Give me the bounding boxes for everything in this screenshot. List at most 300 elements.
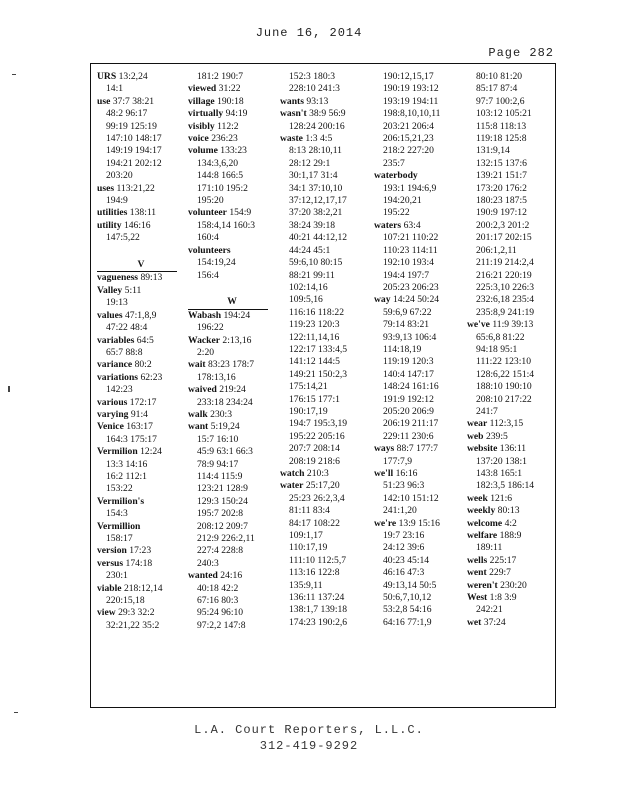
index-refs: 14:1 [106,83,124,95]
index-word: watch [280,468,305,479]
index-continuation [188,322,276,334]
index-refs: 141:12 144:5 [289,356,340,368]
index-refs: 148:24 161:16 [383,381,439,393]
index-refs: 51:23 96:3 [383,480,425,492]
index-continuation [374,133,462,145]
index-continuation [97,145,185,157]
index-continuation [97,121,185,133]
index-refs: 207:7 208:14 [289,443,340,455]
index-continuation [374,394,462,406]
index-continuation [374,158,462,170]
index-continuation [188,257,276,269]
index-refs: 208:10 217:22 [476,393,532,405]
index-refs: 95:24 96:10 [197,607,244,619]
index-refs: 38:24 39:18 [289,219,336,231]
index-entry [467,580,555,592]
index-word: values [97,309,123,321]
index-continuation [467,195,555,207]
index-refs: 78:9 94:17 [197,458,239,470]
index-word: web [467,430,484,442]
index-refs: 225:3,10 226:3 [476,281,535,293]
index-refs: 133:23 [220,145,247,157]
index-refs: 140:4 147:17 [383,368,434,380]
index-continuation [280,220,368,232]
index-refs: 94:19 [225,108,248,120]
section-letter: W [227,296,237,308]
index-refs: 103:12 105:21 [476,108,532,120]
index-refs: 190:18 [217,95,244,107]
index-word: Vermilion's [97,495,145,507]
index-refs: 176:15 177:1 [289,393,340,405]
index-entry [467,567,555,579]
index-refs: 242:21 [476,604,503,616]
index-entry [97,545,185,557]
index-refs: 239:5 [485,430,508,442]
index-entry [280,480,368,492]
index-entry [97,397,185,409]
index-refs: 19:13 [106,297,128,309]
index-continuation [374,121,462,133]
index-refs: 235:8,9 241:19 [476,306,535,318]
index-refs: 190:9 197:12 [476,207,527,219]
index-continuation [467,158,555,170]
index-continuation [467,307,555,319]
index-refs: 233:18 234:24 [197,396,253,408]
index-continuation [374,542,462,554]
index-continuation [280,307,368,319]
index-refs: 24:12 39:6 [383,542,425,554]
index-entry [374,468,462,480]
index-refs: 110:17,19 [289,542,328,554]
index-refs: 48:2 96:17 [106,108,148,120]
index-refs: 80:10 81:20 [476,71,523,82]
index-refs: 111:22 123:10 [476,356,531,368]
index-refs: 164:3 175:17 [106,433,157,445]
index-continuation [280,530,368,542]
index-entry [97,607,185,619]
index-refs: 2:13,16 [222,334,252,346]
index-entry [97,372,185,384]
index-refs: 83:23 178:7 [208,359,255,371]
index-word: vagueness [97,272,139,284]
index-refs: 182:3,5 186:14 [476,480,535,492]
index-refs: 229:11 230:6 [383,430,434,442]
scan-speck [12,74,16,75]
index-continuation [97,434,185,446]
index-word: weekly [467,505,496,517]
index-refs: 228:10 241:3 [289,83,340,95]
index-word: want [188,421,209,433]
index-refs: 14:24 50:24 [392,294,440,306]
index-continuation [188,508,276,520]
index-refs: 47:1,8,9 [125,309,157,321]
index-refs: 154:19,24 [197,257,236,269]
index-refs: 188:9 [499,530,522,542]
index-entry [97,558,185,570]
index-entry [97,583,185,595]
index-refs: 149:19 194:17 [106,145,162,157]
index-refs: 171:10 195:2 [197,182,248,194]
index-continuation [188,595,276,607]
index-refs: 195:22 [383,207,410,219]
index-continuation [188,533,276,545]
index-refs: 5:11 [124,284,142,296]
index-continuation [188,232,276,244]
index-refs: 28:12 29:1 [289,157,331,169]
index-refs: 191:9 192:12 [383,393,434,405]
index-refs: 154:3 [106,508,128,520]
index-refs: 94:18 95:1 [476,343,518,355]
index-word: view [97,607,116,619]
index-word: wait [188,359,206,371]
index-entry [97,359,185,371]
index-word: version [97,545,127,557]
index-entry [188,409,276,421]
index-entry [467,555,555,567]
index-word: waste [280,133,303,145]
index-refs: 154:9 [229,207,252,219]
index-refs: 19:7 23:16 [383,530,425,542]
index-continuation [374,567,462,579]
index-refs: 194:20,21 [383,195,422,207]
index-entry [467,431,555,443]
index-refs: 37:24 [483,616,506,628]
index-refs: 227:4 228:8 [197,545,244,557]
index-continuation [280,443,368,455]
index-refs: 149:21 150:2,3 [289,368,348,380]
index-refs: 109:5,16 [289,294,323,306]
index-continuation [374,592,462,604]
index-entry [188,570,276,582]
index-word: wants [280,95,304,107]
index-word: variance [97,359,133,371]
index-word: use [97,95,111,107]
index-continuation [374,145,462,157]
index-refs: 11:9 39:13 [492,319,534,331]
index-continuation [188,347,276,359]
index-entry [97,71,185,83]
index-continuation [280,418,368,430]
index-entry [97,496,185,508]
index-continuation [467,145,555,157]
index-word: wasn't [280,108,307,120]
index-word: volume [188,145,218,157]
index-refs: 88:21 99:11 [289,269,335,281]
index-continuation [280,555,368,567]
index-continuation [374,319,462,331]
index-continuation [280,505,368,517]
index-continuation [467,542,555,554]
index-continuation [280,592,368,604]
index-continuation [280,617,368,629]
index-refs: 1:8 3:9 [489,592,517,604]
index-continuation [280,183,368,195]
index-word: waters [374,219,402,231]
index-entry [467,418,555,430]
index-continuation [280,369,368,381]
index-refs: 219:24 [219,384,246,396]
index-refs: 122:11,14,16 [289,331,340,343]
index-continuation [374,207,462,219]
index-continuation [97,158,185,170]
index-refs: 62:23 [140,371,163,383]
index-refs: 212:9 226:2,11 [197,533,255,545]
index-continuation [97,133,185,145]
index-continuation [467,282,555,294]
index-continuation [188,471,276,483]
index-continuation [467,183,555,195]
index-refs: 38:9 56:9 [309,108,346,120]
index-refs: 208:19 218:6 [289,455,340,467]
index-continuation [467,406,555,418]
index-refs: 206:19 211:17 [383,418,439,430]
index-refs: 37:7 38:21 [112,95,155,107]
index-continuation [374,580,462,592]
index-refs: 115:8 118:13 [476,120,527,132]
index-continuation [280,245,368,257]
index-column-1 [97,71,185,632]
index-word: viable [97,582,122,594]
index-continuation [280,282,368,294]
index-refs: 194:24 [223,309,251,321]
index-refs: 81:11 83:4 [289,505,330,517]
index-refs: 180:23 187:5 [476,195,527,207]
index-continuation [374,257,462,269]
index-continuation [374,232,462,244]
index-continuation [467,232,555,244]
index-word: weren't [467,579,498,591]
index-continuation [280,580,368,592]
index-continuation [467,170,555,182]
index-refs: 147:5,22 [106,232,140,244]
index-continuation [374,344,462,356]
index-word: wells [467,554,488,566]
index-refs: 93:13 [306,95,329,107]
index-continuation [188,521,276,533]
index-continuation [374,245,462,257]
index-refs: 16:2 112:1 [106,470,147,482]
index-word: varying [97,408,129,420]
index-continuation [188,372,276,384]
index-refs: 163:17 [126,421,153,433]
index-refs: 232:6,18 235:4 [476,294,535,306]
index-word: variables [97,334,135,346]
index-refs: 107:21 110:22 [383,232,439,244]
index-continuation [467,71,555,83]
index-entry [97,207,185,219]
index-continuation [280,567,368,579]
index-refs: 65:7 88:8 [106,346,143,358]
index-refs: 119:23 120:3 [289,319,340,331]
index-entry [97,96,185,108]
index-entry [188,108,276,120]
index-continuation [280,71,368,83]
index-refs: 113:21,22 [116,182,155,194]
index-continuation [467,294,555,306]
index-continuation [374,83,462,95]
index-refs: 128:6,22 151:4 [476,368,535,380]
blank-line [188,282,276,294]
index-continuation [280,121,368,133]
index-refs: 109:1,17 [289,530,323,542]
index-continuation [280,381,368,393]
index-continuation [280,195,368,207]
index-refs: 153:22 [106,483,133,495]
index-refs: 97:7 100:2,6 [476,95,525,107]
index-refs: 114:18,19 [383,343,422,355]
index-refs: 112:3,15 [489,418,524,430]
index-word: Wacker [188,334,220,346]
index-word: walk [188,408,208,420]
index-word: URS [97,71,117,82]
index-continuation [280,158,368,170]
index-continuation [467,332,555,344]
index-continuation [467,96,555,108]
index-refs: 201:17 202:15 [476,232,532,244]
index-word: various [97,396,128,408]
index-continuation [467,456,555,468]
index-continuation [280,207,368,219]
index-entry [188,207,276,219]
index-entry [188,384,276,396]
index-refs: 31:22 [218,83,241,95]
index-continuation [188,170,276,182]
index-continuation [280,332,368,344]
index-word: Vermillion [97,520,141,532]
index-continuation [188,397,276,409]
index-word: Valley [97,284,123,296]
index-entry [374,220,462,232]
index-refs: 173:20 176:2 [476,182,527,194]
index-refs: 144:8 166:5 [197,170,244,182]
index-entry [467,530,555,542]
index-entry [467,592,555,604]
index-refs: 79:14 83:21 [383,319,430,331]
index-continuation [97,170,185,182]
index-refs: 32:21,22 35:2 [106,619,160,631]
index-refs: 30:1,17 31:4 [289,170,338,182]
index-continuation [280,319,368,331]
index-refs: 174:18 [125,557,153,569]
index-entry [374,294,462,306]
index-refs: 99:19 125:19 [106,120,157,132]
index-continuation [280,493,368,505]
index-continuation [374,381,462,393]
scan-speck [14,712,18,713]
index-entry [280,96,368,108]
index-refs: 241:1,20 [383,505,417,517]
index-refs: 137:20 138:1 [476,455,527,467]
section-letter: V [137,259,145,271]
index-entry [97,521,185,533]
index-refs: 12:24 [140,446,162,458]
index-entry [188,83,276,95]
index-continuation [467,220,555,232]
index-refs: 17:23 [129,545,152,557]
index-refs: 15:7 16:10 [197,433,239,445]
index-refs: 193:19 194:11 [383,95,439,107]
index-continuation [97,471,185,483]
index-continuation [374,493,462,505]
index-word: week [467,492,488,504]
index-refs: 230:3 [210,408,232,420]
index-continuation [280,406,368,418]
index-continuation [374,96,462,108]
scan-speck [8,386,10,392]
index-refs: 175:14,21 [289,381,328,393]
index-refs: 8:13 28:10,11 [289,145,342,157]
index-continuation [97,620,185,632]
index-refs: 138:1,7 139:18 [289,604,348,616]
index-word: Vermilion [97,446,138,458]
index-refs: 64:16 77:1,9 [383,616,432,628]
index-continuation [280,257,368,269]
index-refs: 142:10 151:12 [383,492,439,504]
index-continuation [467,381,555,393]
index-entry [188,121,276,133]
index-refs: 240:3 [197,557,219,569]
index-refs: 210:3 [306,468,329,479]
index-continuation [97,483,185,495]
index-continuation [374,617,462,629]
index-continuation [467,207,555,219]
index-entry [188,310,276,322]
index-continuation [188,195,276,207]
index-continuation [467,468,555,480]
index-refs: 195:7 202:8 [197,508,244,520]
index-continuation [467,369,555,381]
index-refs: 40:21 44:12,12 [289,232,348,244]
index-continuation [188,220,276,232]
index-continuation [280,145,368,157]
index-refs: 13:2,24 [118,71,148,82]
index-refs: 135:9,11 [289,579,323,591]
index-refs: 241:7 [476,405,498,417]
index-entry [280,468,368,480]
index-refs: 114:4 115:9 [197,470,243,482]
index-continuation [188,583,276,595]
index-refs: 64:5 [136,334,154,346]
index-word: welfare [467,530,498,542]
index-continuation [374,71,462,83]
index-continuation [374,270,462,282]
index-refs: 158:17 [106,533,133,545]
index-refs: 4:2 [504,517,517,529]
index-continuation [97,384,185,396]
index-word: went [467,567,487,579]
index-continuation [97,508,185,520]
index-word: utilities [97,207,128,219]
index-entry [467,493,555,505]
index-word: waived [188,384,217,396]
index-refs: 147:10 148:17 [106,133,162,145]
index-refs: 128:24 200:16 [289,120,345,132]
index-continuation [188,158,276,170]
footer-phone: 312-419-9292 [259,739,359,753]
index-continuation [280,232,368,244]
index-continuation [97,459,185,471]
index-entry [188,245,276,257]
index-refs: 174:23 190:2,6 [289,616,348,628]
index-continuation [467,245,555,257]
index-refs: 136:11 137:24 [289,592,345,604]
index-continuation [374,307,462,319]
index-refs: 190:12,15,17 [383,71,434,82]
index-word: utility [97,219,122,231]
index-refs: 200:2,3 201:2 [476,219,530,231]
index-continuation [374,431,462,443]
index-refs: 230:1 [106,570,128,582]
